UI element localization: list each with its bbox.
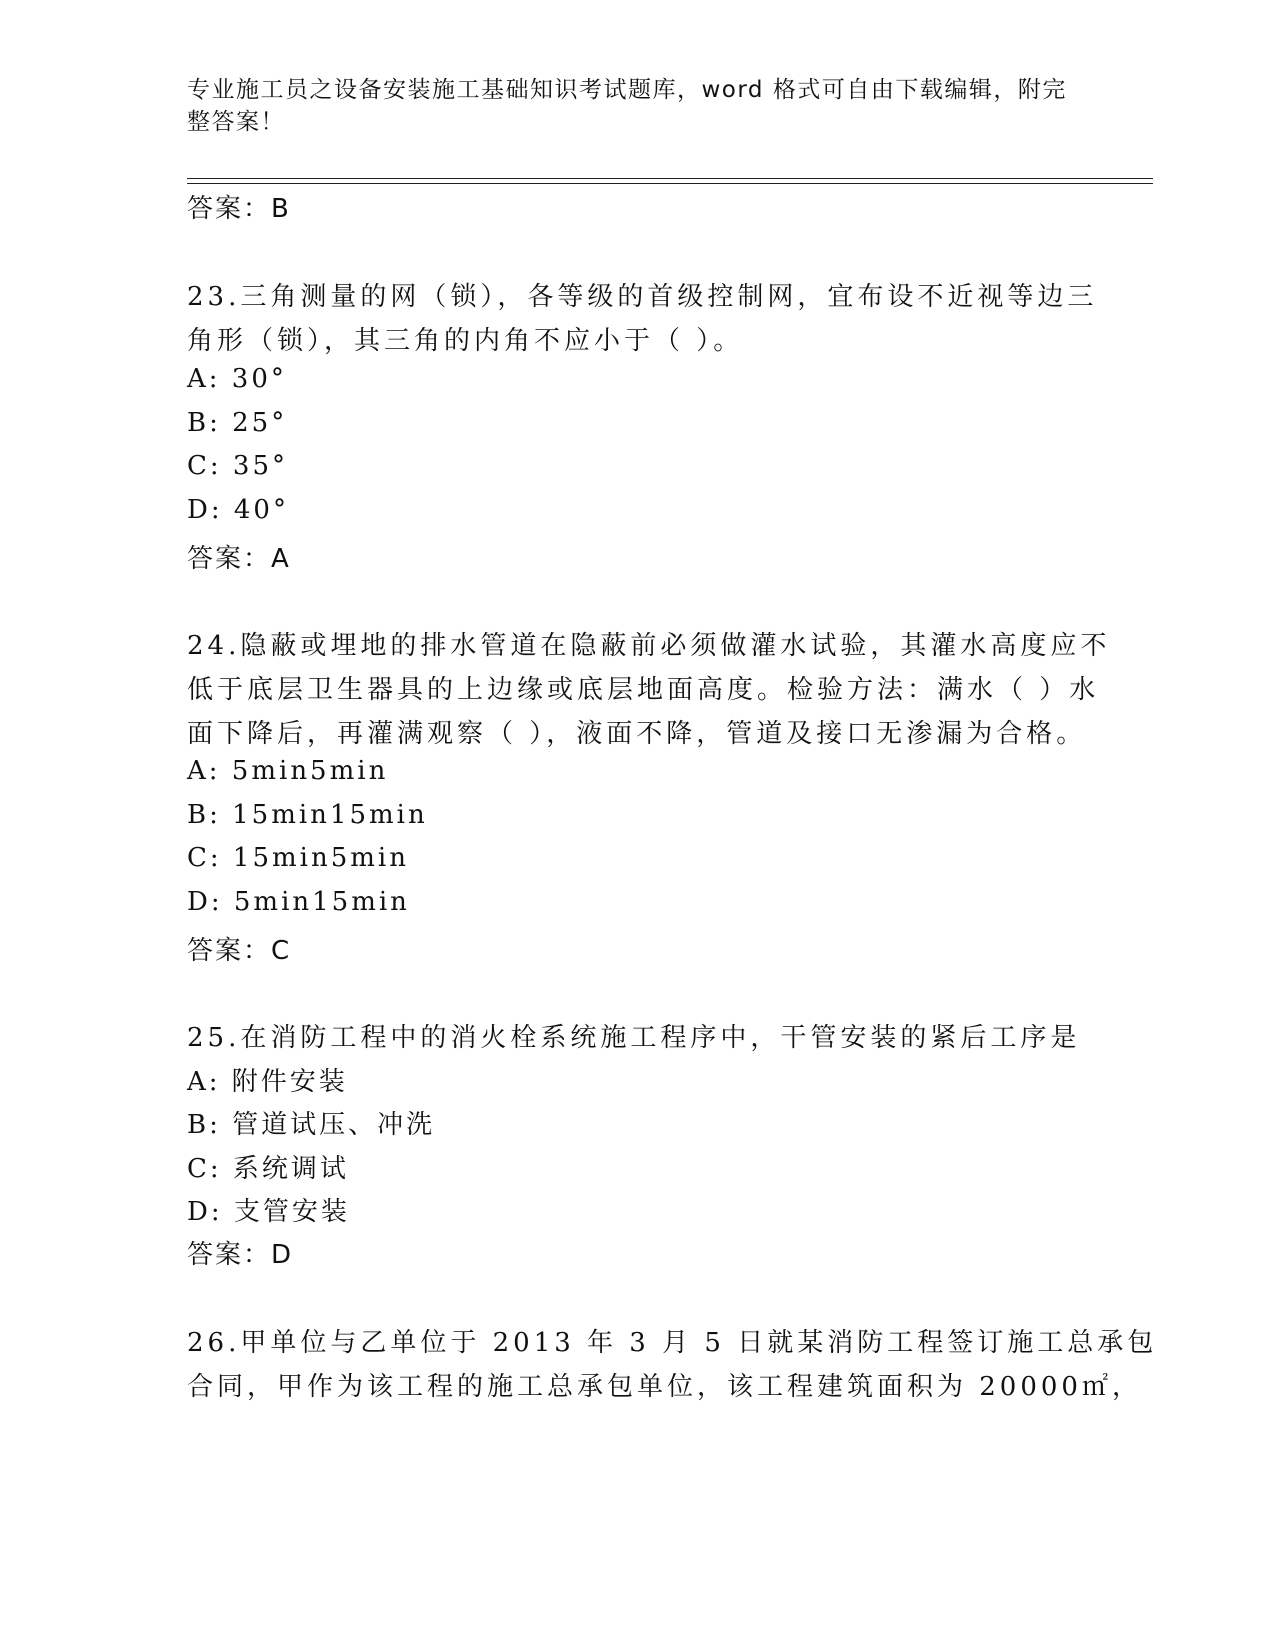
question-stem-line: 24.隐蔽或埋地的排水管道在隐蔽前必须做灌水试验，其灌水高度应不 bbox=[187, 631, 1111, 661]
question-stem-line: 合同，甲作为该工程的施工总承包单位，该工程建筑面积为 20000㎡， bbox=[187, 1372, 1142, 1402]
answer: 答案：C bbox=[187, 936, 292, 966]
option-c: C: 35° bbox=[187, 451, 289, 481]
header-divider-top bbox=[187, 178, 1153, 179]
answer: 答案：D bbox=[187, 1240, 294, 1270]
header-divider-bottom bbox=[187, 183, 1153, 184]
question-stem-line: 角形（锁），其三角的内角不应小于（ ）。 bbox=[187, 326, 744, 356]
option-b: B: 管道试压、冲洗 bbox=[187, 1110, 436, 1140]
question-stem-line: 23.三角测量的网（锁），各等级的首级控制网，宜布设不近视等边三 bbox=[187, 282, 1098, 312]
option-d: D: 40° bbox=[187, 495, 289, 525]
option-c: C: 系统调试 bbox=[187, 1154, 349, 1184]
option-b: B: 15min15min bbox=[187, 800, 428, 830]
question-stem-line: 25.在消防工程中的消火栓系统施工程序中，干管安装的紧后工序是 bbox=[187, 1023, 1081, 1053]
prev-answer: 答案：B bbox=[187, 194, 291, 224]
question-stem-line: 面下降后，再灌满观察（ ），液面不降，管道及接口无渗漏为合格。 bbox=[187, 719, 1087, 749]
header-line-1: 专业施工员之设备安装施工基础知识考试题库，word 格式可自由下载编辑，附完 bbox=[187, 77, 1067, 103]
document-header bbox=[187, 74, 1067, 138]
header-line-2: 整答案！ bbox=[187, 109, 285, 135]
option-c: C: 15min5min bbox=[187, 843, 409, 873]
option-a: A: 30° bbox=[187, 364, 287, 394]
question-stem-line: 低于底层卫生器具的上边缘或底层地面高度。检验方法：满水（ ）水 bbox=[187, 675, 1100, 705]
question-stem-line: 26.甲单位与乙单位于 2013 年 3 月 5 日就某消防工程签订施工总承包 bbox=[187, 1328, 1158, 1358]
option-d: D: 5min15min bbox=[187, 887, 410, 917]
option-a: A: 5min5min bbox=[187, 756, 389, 786]
option-a: A: 附件安装 bbox=[187, 1067, 348, 1097]
option-b: B: 25° bbox=[187, 408, 288, 438]
answer: 答案：A bbox=[187, 544, 291, 574]
option-d: D: 支管安装 bbox=[187, 1197, 350, 1227]
